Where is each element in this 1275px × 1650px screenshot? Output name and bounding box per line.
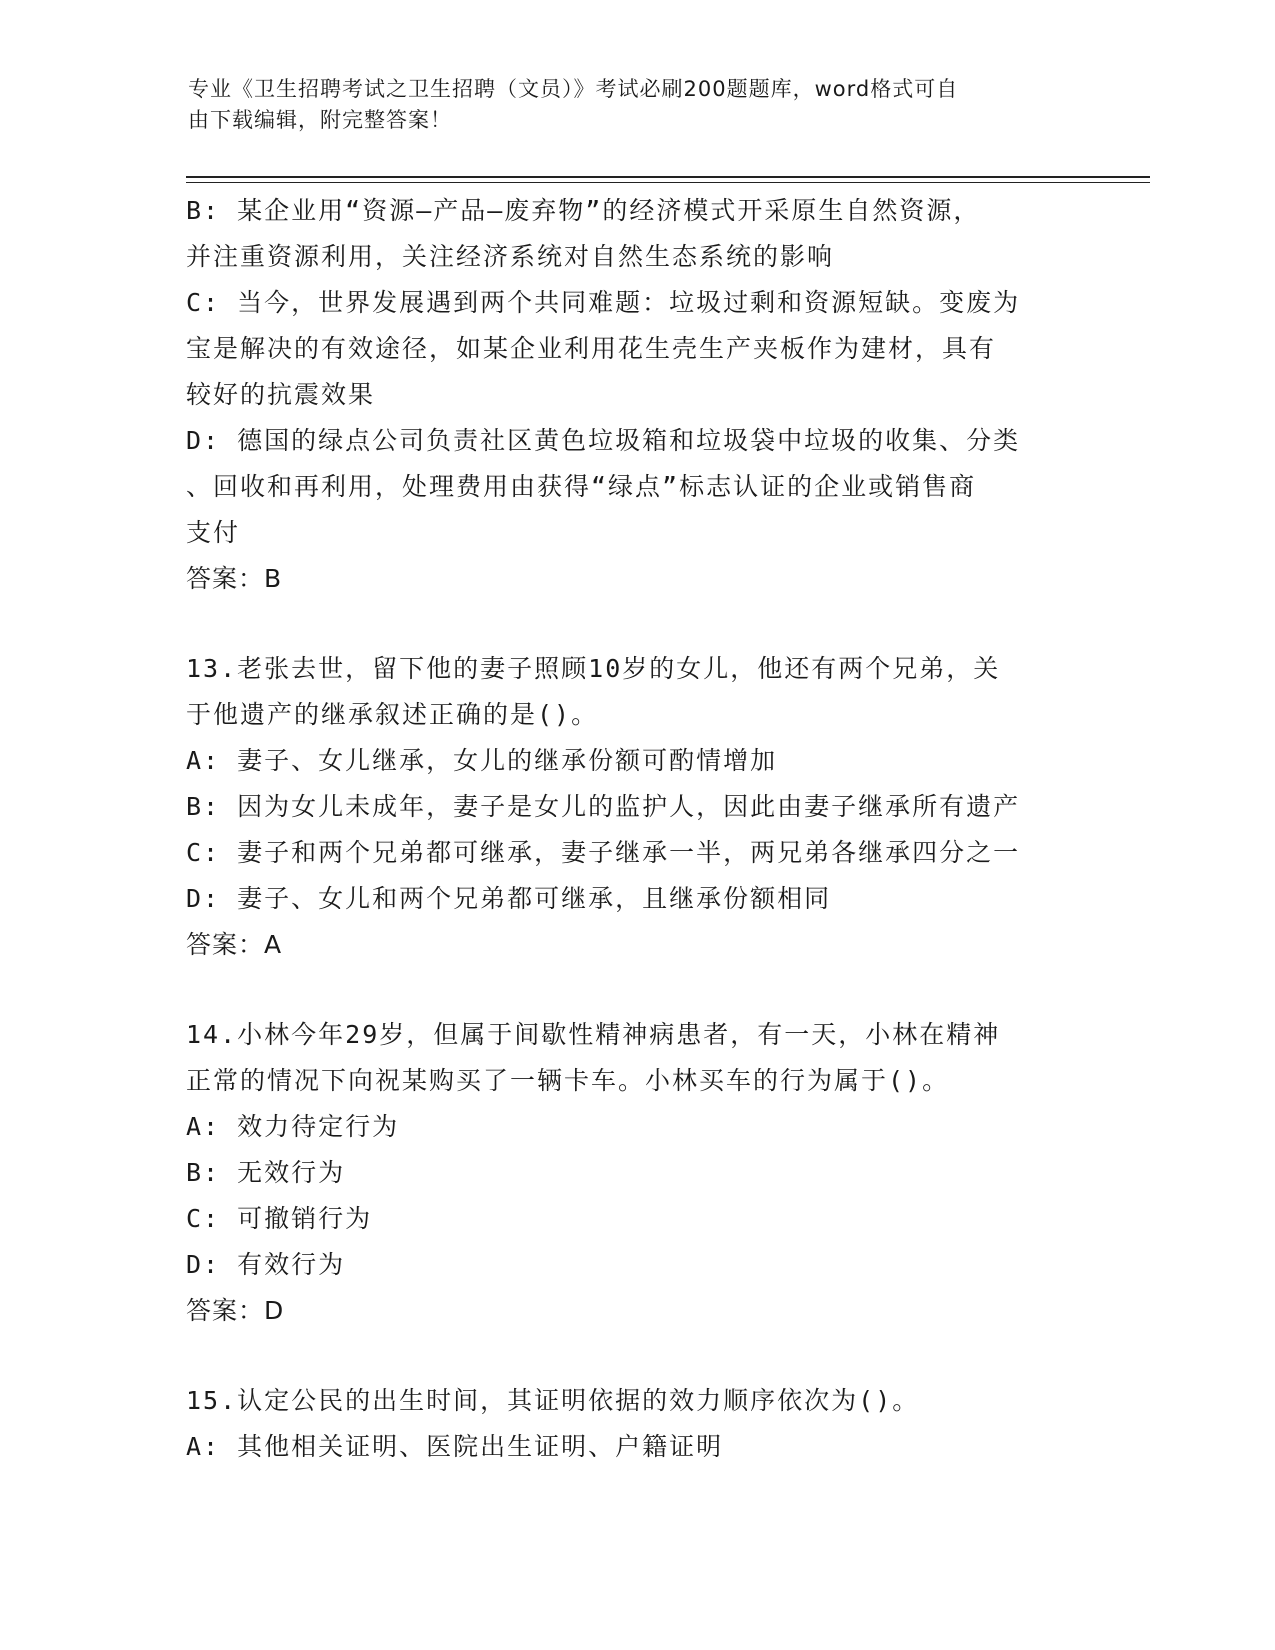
question-stem: 正常的情况下向祝某购买了一辆卡车。小林买车的行为属于()。 bbox=[186, 1066, 950, 1095]
spacer bbox=[186, 968, 1086, 1012]
spacer bbox=[186, 1334, 1086, 1378]
question-stem: 13.老张去世，留下他的妻子照顾10岁的女儿，他还有两个兄弟，关 bbox=[186, 654, 1001, 683]
answer-label: 答案：D bbox=[186, 1296, 285, 1325]
question-14-block bbox=[186, 1012, 1086, 1334]
header-line-2: 由下载编辑，附完整答案！ bbox=[188, 108, 452, 132]
option-b-line: B: 某企业用“资源—产品—废弃物”的经济模式开采原生自然资源， bbox=[186, 196, 981, 225]
page-header bbox=[188, 74, 1068, 136]
spacer bbox=[186, 602, 1086, 646]
option-b-line: 并注重资源利用，关注经济系统对自然生态系统的影响 bbox=[186, 242, 835, 271]
option-c-line: 较好的抗震效果 bbox=[186, 380, 376, 409]
option-c: C: 妻子和两个兄弟都可继承，妻子继承一半，两兄弟各继承四分之一 bbox=[186, 838, 1021, 867]
question-15-block bbox=[186, 1378, 1086, 1470]
answer-label: 答案：A bbox=[186, 930, 283, 959]
option-b: B: 因为女儿未成年，妻子是女儿的监护人，因此由妻子继承所有遗产 bbox=[186, 792, 1021, 821]
header-rule-thick bbox=[186, 176, 1150, 178]
option-d-line: 支付 bbox=[186, 518, 241, 547]
header-line-1: 专业《卫生招聘考试之卫生招聘（文员）》考试必刷200题题库，word格式可自 bbox=[188, 77, 959, 101]
question-stem: 14.小林今年29岁，但属于间歇性精神病患者，有一天，小林在精神 bbox=[186, 1020, 1001, 1049]
option-a: A: 妻子、女儿继承，女儿的继承份额可酌情增加 bbox=[186, 746, 778, 775]
question-stem: 15.认定公民的出生时间，其证明依据的效力顺序依次为()。 bbox=[186, 1386, 920, 1415]
option-d: D: 妻子、女儿和两个兄弟都可继承，且继承份额相同 bbox=[186, 884, 832, 913]
question-stem: 于他遗产的继承叙述正确的是()。 bbox=[186, 700, 599, 729]
header-rule-thin bbox=[186, 182, 1150, 183]
question-12-block bbox=[186, 188, 1086, 602]
option-d-line: 、回收和再利用，处理费用由获得“绿点”标志认证的企业或销售商 bbox=[186, 472, 977, 501]
option-d: D: 有效行为 bbox=[186, 1250, 346, 1279]
option-a: A: 效力待定行为 bbox=[186, 1112, 400, 1141]
answer-label: 答案：B bbox=[186, 564, 283, 593]
option-a: A: 其他相关证明、医院出生证明、户籍证明 bbox=[186, 1432, 724, 1461]
option-c: C: 可撤销行为 bbox=[186, 1204, 373, 1233]
option-b: B: 无效行为 bbox=[186, 1158, 346, 1187]
question-content bbox=[186, 188, 1086, 1470]
option-d-line: D: 德国的绿点公司负责社区黄色垃圾箱和垃圾袋中垃圾的收集、分类 bbox=[186, 426, 1021, 455]
option-c-line: 宝是解决的有效途径，如某企业利用花生壳生产夹板作为建材，具有 bbox=[186, 334, 997, 363]
option-c-line: C: 当今，世界发展遇到两个共同难题：垃圾过剩和资源短缺。变废为 bbox=[186, 288, 1021, 317]
question-13-block bbox=[186, 646, 1086, 968]
